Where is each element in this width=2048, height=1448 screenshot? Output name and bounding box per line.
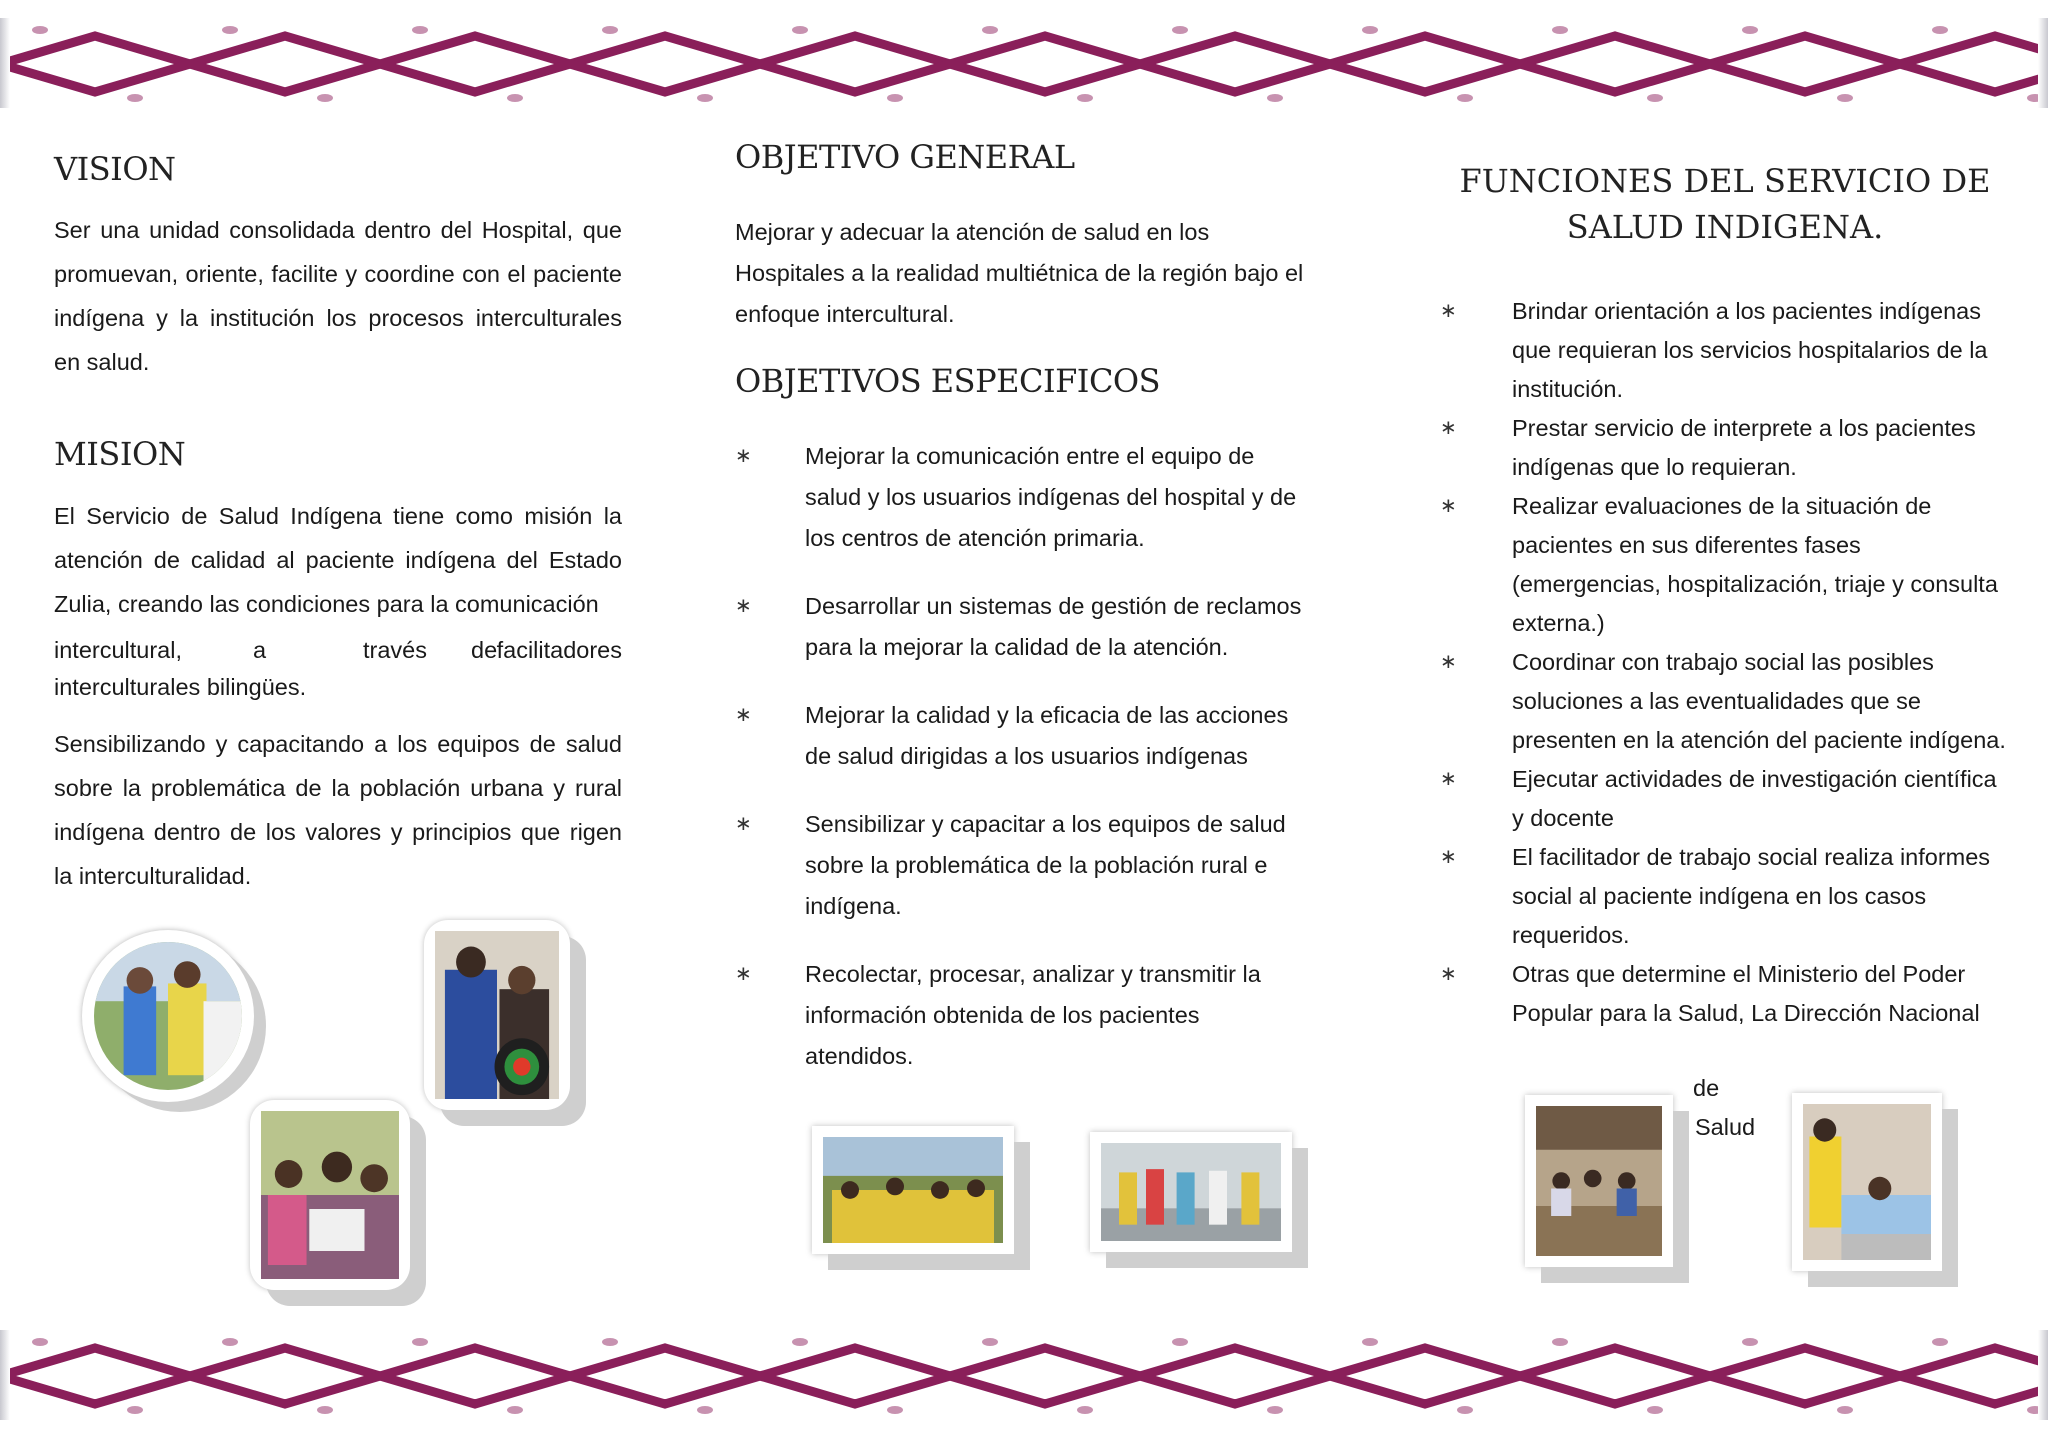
vision-title: VISION xyxy=(54,150,176,188)
bottom-decorative-border xyxy=(0,1330,2048,1420)
bullet-icon: ∗ xyxy=(1440,768,1457,790)
list-item: ∗ Desarrollar un sistemas de gestión de reclamos para la mejorar la calidad de la atención. xyxy=(735,586,1310,668)
photo-circle-indigenous-care xyxy=(82,930,254,1102)
vision-text: Ser una unidad consolidada dentro del Hospital, que promuevan, oriente, facilite y coordine con el paciente indígena y la institución los procesos interculturales en salud. xyxy=(54,217,622,375)
zigzag-pattern-icon xyxy=(0,1330,2048,1420)
functions-tail-de: de xyxy=(1693,1075,1720,1101)
bullet-icon: ∗ xyxy=(1440,846,1457,868)
mission-word: intercultural, xyxy=(54,637,182,663)
mission-title: MISION xyxy=(54,435,186,473)
photo-waiting-area xyxy=(1525,1095,1673,1267)
bullet-icon: ∗ xyxy=(1440,300,1457,322)
list-item: ∗ Recolectar, procesar, analizar y transmitir la información obtenida de los pacientes atendidos. xyxy=(735,954,1310,1077)
functions-title: FUNCIONES DEL SERVICIO DE SALUD INDIGENA. xyxy=(1459,162,1991,246)
mission-text-2: Sensibilizando y capacitando a los equipos de salud sobre la problemática de la población urbana y rural indígena dentro de los valores y principios que rigen la interculturalidad. xyxy=(54,731,622,889)
functions-list xyxy=(1440,292,2010,1033)
mission-word: facilitadores xyxy=(496,637,622,663)
objectives-specific-list xyxy=(735,436,1310,1104)
bullet-icon: ∗ xyxy=(735,963,752,985)
photo-staff-group xyxy=(1090,1132,1292,1252)
list-item: ∗ Sensibilizar y capacitar a los equipos de salud sobre la problemática de la población rural e indígena. xyxy=(735,804,1310,927)
bullet-icon: ∗ xyxy=(735,595,752,617)
photo-patient-bed xyxy=(1792,1093,1942,1271)
bullet-icon: ∗ xyxy=(735,445,752,467)
objective-general-title: OBJETIVO GENERAL xyxy=(735,138,1075,176)
mission-text-end: interculturales bilingües. xyxy=(54,674,307,700)
top-decorative-border xyxy=(0,18,2048,108)
zigzag-pattern-icon xyxy=(0,18,2048,108)
list-item: ∗ Otras que determine el Ministerio del Poder Popular para la Salud, La Dirección Nacional xyxy=(1440,955,2010,1033)
mission-word: a xyxy=(253,637,267,663)
mission-text xyxy=(54,494,622,626)
mission-text-main: El Servicio de Salud Indígena tiene como misión la atención de calidad al paciente indígena del Estado Zulia, creando las condiciones para la comunicación xyxy=(54,503,622,617)
bullet-icon: ∗ xyxy=(1440,417,1457,439)
bullet-icon: ∗ xyxy=(1440,651,1457,673)
bullet-icon: ∗ xyxy=(1440,963,1457,985)
bullet-icon: ∗ xyxy=(1440,495,1457,517)
photo-community-group xyxy=(250,1100,410,1290)
functions-tail-salud: Salud xyxy=(1695,1114,1756,1140)
list-item: ∗ Realizar evaluaciones de la situación de pacientes en sus diferentes fases (emergencias, hospitalización, triaje y consulta externa.) xyxy=(1440,487,2010,643)
mission-word: través xyxy=(363,637,427,663)
bullet-icon: ∗ xyxy=(735,704,752,726)
photo-outdoor-meeting xyxy=(812,1126,1014,1254)
list-item: ∗ Prestar servicio de interprete a los pacientes indígenas que lo requieran. xyxy=(1440,409,2010,487)
mission-word: de xyxy=(471,637,498,663)
list-item: ∗ Ejecutar actividades de investigación científica y docente xyxy=(1440,760,2010,838)
objectives-specific-title: OBJETIVOS ESPECIFICOS xyxy=(735,362,1161,400)
list-item: ∗ El facilitador de trabajo social realiza informes social al paciente indígena en los casos requeridos. xyxy=(1440,838,2010,955)
bullet-icon: ∗ xyxy=(735,813,752,835)
objective-general-text: Mejorar y adecuar la atención de salud en los Hospitales a la realidad multiétnica de la región bajo el enfoque intercultural. xyxy=(735,219,1304,327)
list-item: ∗ Coordinar con trabajo social las posibles soluciones a las eventualidades que se presenten en la atención del paciente indígena. xyxy=(1440,643,2010,760)
list-item: ∗ Mejorar la comunicación entre el equipo de salud y los usuarios indígenas del hospital y de los centros de atención primaria. xyxy=(735,436,1310,559)
list-item: ∗ Brindar orientación a los pacientes indígenas que requieran los servicios hospitalarios de la institución. xyxy=(1440,292,2010,409)
photo-health-worker xyxy=(424,920,570,1110)
list-item: ∗ Mejorar la calidad y la eficacia de las acciones de salud dirigidas a los usuarios indígenas xyxy=(735,695,1310,777)
